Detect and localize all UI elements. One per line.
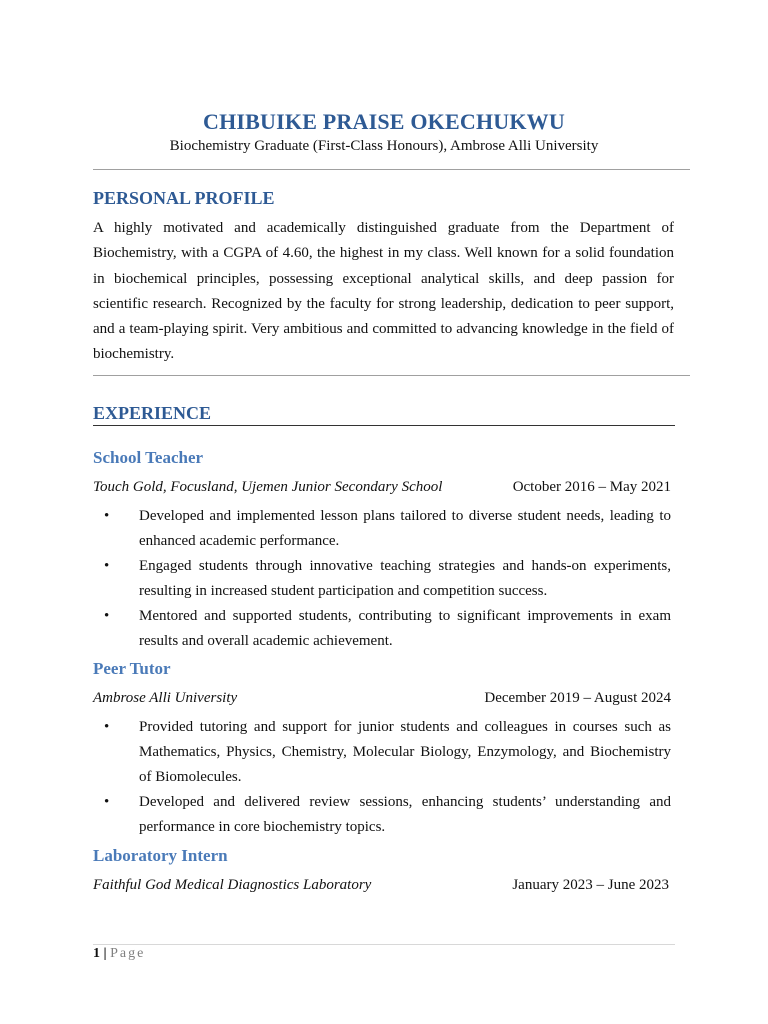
job-organization: Ambrose Alli University [93,690,238,706]
bullet-icon: • [104,794,110,810]
profile-text: A highly motivated and academically distinguished graduate from the Department of Biochemistry, with a CGPA of 4.60, the highest in my class. Well known for a solid foundation in biochemical principles, possessing exceptional analytical skills, and deep passion for scientific research. Recognized by the faculty for strong leadership, dedication to peer support, and a team-playing spirit. Very ambitious and committed to advancing knowledge in the field of biochemistry. [93,220,674,363]
bullet-icon: • [104,608,110,624]
job-bullet-list [93,504,671,654]
job-organization: Faithful God Medical Diagnostics Laboratory [93,877,372,893]
bullet-icon: • [104,558,110,574]
experience-heading: EXPERIENCE [93,403,212,423]
job-dates: December 2019 – August 2024 [484,690,671,706]
page-label: Page [110,946,146,961]
profile-divider [93,375,690,376]
job-dates: October 2016 – May 2021 [512,479,671,495]
header-divider [93,169,690,170]
job-title: Peer Tutor [93,659,171,678]
bullet-icon: • [104,508,110,524]
experience-divider [93,425,675,426]
list-item: • Provided tutoring and support for junior students and colleagues in courses such as Mathematics, Physics, Chemistry, Molecular Biology, Enzymology, and Biochemistry of Biomolecules. [93,715,671,790]
bullet-icon: • [104,719,110,735]
job-organization: Touch Gold, Focusland, Ujemen Junior Secondary School [93,479,443,495]
list-item: • Developed and delivered review sessions, enhancing students’ understanding and performance in core biochemistry topics. [93,790,671,840]
job-bullet-list [93,715,671,840]
job-title: School Teacher [93,448,204,467]
page-footer [93,946,145,962]
candidate-name: CHIBUIKE PRAISE OKECHUKWU [203,109,565,134]
list-item: • Mentored and supported students, contributing to significant improvements in exam results and overall academic achievement. [93,604,671,654]
job-dates: January 2023 – June 2023 [512,877,669,893]
list-item: • Developed and implemented lesson plans tailored to diverse student needs, leading to enhanced academic performance. [93,504,671,554]
page-separator: | [103,946,107,961]
footer-divider [93,944,675,945]
list-item: • Engaged students through innovative teaching strategies and hands-on experiments, resulting in increased student participation and competition success. [93,554,671,604]
page-number: 1 [93,946,100,961]
profile-heading: PERSONAL PROFILE [93,188,275,208]
candidate-subtitle: Biochemistry Graduate (First-Class Honours), Ambrose Alli University [169,138,599,154]
job-title: Laboratory Intern [93,846,228,865]
